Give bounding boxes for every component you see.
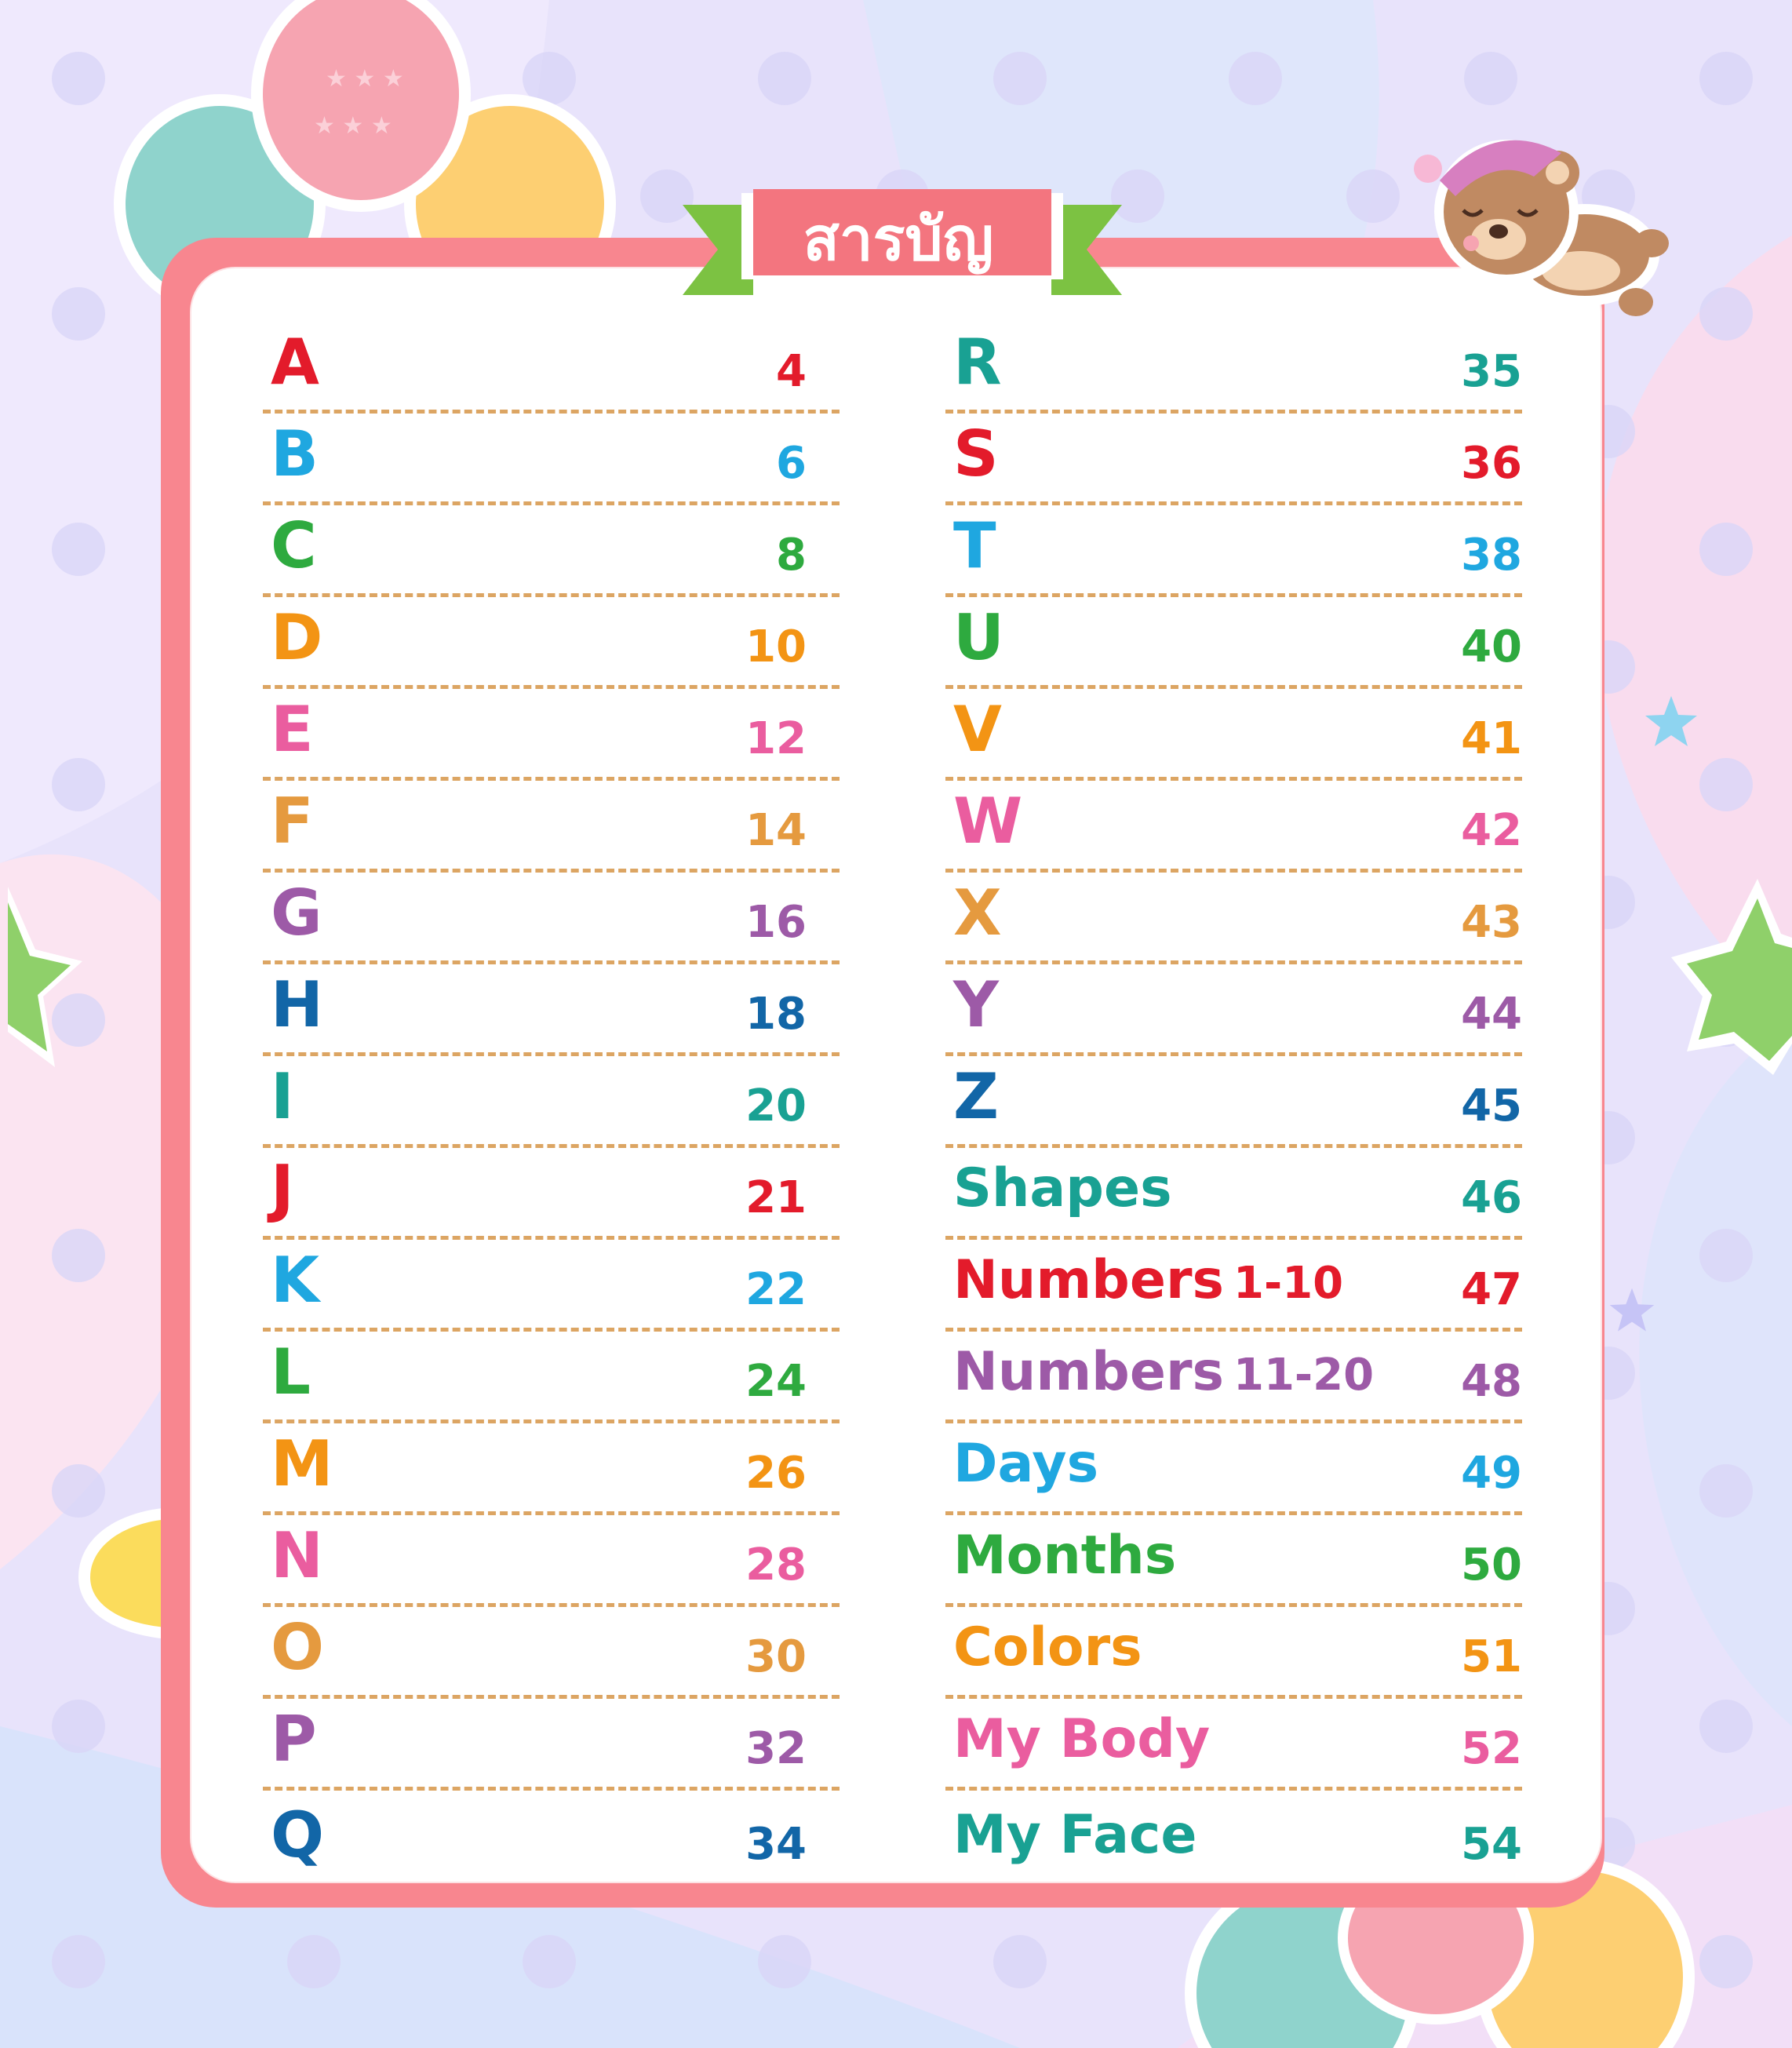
toc-label: W — [953, 785, 1023, 858]
toc-row[interactable] — [945, 597, 1522, 689]
toc-label: E — [271, 693, 314, 766]
toc-row[interactable] — [263, 964, 840, 1056]
toc-page-number: 21 — [745, 1172, 807, 1223]
toc-topic — [953, 1249, 1344, 1311]
toc-label: O — [271, 1611, 325, 1684]
toc-row[interactable] — [945, 322, 1522, 414]
toc-label: C — [271, 509, 317, 582]
toc-letter — [271, 601, 323, 674]
svg-text:★ ★ ★: ★ ★ ★ — [326, 65, 404, 93]
toc-letter — [271, 1519, 323, 1592]
toc-label: Shapes — [953, 1157, 1172, 1219]
toc-label: B — [271, 417, 319, 490]
toc-label: L — [271, 1336, 311, 1408]
toc-row[interactable] — [263, 1240, 840, 1332]
toc-label: M — [271, 1427, 333, 1500]
toc-label: Numbers — [953, 1341, 1224, 1403]
toc-page-number: 54 — [1461, 1819, 1522, 1870]
toc-row[interactable] — [945, 1240, 1522, 1332]
toc-row[interactable] — [945, 1607, 1522, 1699]
toc-letter — [271, 693, 314, 766]
toc-page-number: 22 — [745, 1264, 807, 1315]
toc-row[interactable] — [263, 873, 840, 964]
toc-row[interactable] — [263, 322, 840, 414]
toc-page-number: 10 — [745, 621, 807, 672]
toc-row[interactable] — [263, 1332, 840, 1423]
toc-page-number: 26 — [745, 1448, 807, 1499]
toc-letter — [271, 1060, 294, 1133]
toc-row[interactable] — [263, 1699, 840, 1791]
blue-star-icon — [1608, 1287, 1655, 1334]
toc-row[interactable] — [945, 1423, 1522, 1515]
sleeping-bear-icon — [1400, 118, 1675, 330]
toc-page-number: 6 — [776, 438, 807, 489]
svg-text:★ ★ ★: ★ ★ ★ — [314, 112, 392, 140]
toc-letter — [271, 876, 322, 949]
toc-page-number: 8 — [776, 530, 807, 581]
toc-letter — [953, 1060, 1000, 1133]
toc-label: Months — [953, 1525, 1177, 1587]
toc-page-number: 47 — [1461, 1264, 1522, 1315]
toc-row[interactable] — [263, 1056, 840, 1148]
toc-row[interactable] — [263, 1791, 840, 1882]
toc-label: A — [271, 326, 319, 399]
toc-row[interactable] — [945, 1515, 1522, 1607]
toc-letter — [953, 785, 1023, 858]
toc-letter — [271, 1152, 294, 1225]
toc-letter — [271, 785, 314, 858]
toc-topic — [953, 1616, 1142, 1678]
toc-page-number: 30 — [745, 1631, 807, 1682]
toc-letter — [953, 876, 1002, 949]
toc-page-number: 14 — [745, 805, 807, 856]
toc-row[interactable] — [263, 1148, 840, 1240]
toc-label: Numbers — [953, 1249, 1224, 1311]
toc-range: 1-10 — [1233, 1258, 1344, 1309]
toc-letter — [271, 1798, 325, 1871]
toc-letter — [271, 326, 319, 399]
toc-label: X — [953, 876, 1002, 949]
toc-page-number: 52 — [1461, 1723, 1522, 1774]
toc-letter — [271, 968, 323, 1041]
toc-letter — [271, 1427, 333, 1500]
toc-row[interactable] — [263, 505, 840, 597]
toc-row[interactable] — [945, 1332, 1522, 1423]
toc-label: R — [953, 326, 1002, 399]
toc-row[interactable] — [945, 781, 1522, 873]
toc-row[interactable] — [263, 781, 840, 873]
toc-page-number: 32 — [745, 1723, 807, 1774]
toc-topic — [953, 1341, 1375, 1403]
toc-label: T — [953, 509, 996, 582]
toc-label: Z — [953, 1060, 1000, 1133]
toc-page-number: 44 — [1461, 989, 1522, 1040]
toc-letter — [953, 417, 999, 490]
toc-page-number: 46 — [1461, 1172, 1522, 1223]
toc-letter — [953, 601, 1004, 674]
toc-row[interactable] — [945, 964, 1522, 1056]
toc-label: J — [271, 1152, 294, 1225]
toc-row[interactable] — [263, 597, 840, 689]
page-title: สารบัญ — [803, 204, 994, 274]
toc-row[interactable] — [945, 414, 1522, 505]
toc-letter — [271, 1703, 317, 1776]
toc-letter — [271, 417, 319, 490]
pink-star-balloon-icon — [251, 0, 486, 251]
green-star-icon — [1671, 879, 1792, 1099]
toc-label: H — [271, 968, 323, 1041]
toc-page-number: 51 — [1461, 1631, 1522, 1682]
toc-row[interactable] — [945, 1056, 1522, 1148]
toc-page-number: 24 — [745, 1356, 807, 1407]
toc-letter — [271, 1244, 319, 1317]
toc-label: I — [271, 1060, 294, 1133]
toc-label: Colors — [953, 1616, 1142, 1678]
toc-topic — [953, 1804, 1197, 1866]
toc-row[interactable] — [263, 689, 840, 781]
toc-topic — [953, 1433, 1099, 1495]
toc-label: F — [271, 785, 314, 858]
toc-page-number: 4 — [776, 346, 807, 397]
toc-page-number: 41 — [1461, 713, 1522, 764]
toc-page-number: 12 — [745, 713, 807, 764]
toc-page-number: 28 — [745, 1540, 807, 1591]
toc-page-number: 43 — [1461, 897, 1522, 948]
toc-label: G — [271, 876, 322, 949]
toc-letter — [953, 509, 996, 582]
toc-page-number: 36 — [1461, 438, 1522, 489]
toc-label: My Face — [953, 1804, 1197, 1866]
toc-page-number: 45 — [1461, 1080, 1522, 1132]
toc-page-number: 20 — [745, 1080, 807, 1132]
toc-label: D — [271, 601, 323, 674]
toc-page-number: 50 — [1461, 1540, 1522, 1591]
toc-letter — [953, 693, 1002, 766]
toc-row[interactable] — [945, 505, 1522, 597]
toc-label: Q — [271, 1798, 325, 1871]
toc-label: K — [271, 1244, 319, 1317]
toc-range: 11-20 — [1233, 1350, 1375, 1401]
toc-letter — [953, 326, 1002, 399]
toc-row[interactable] — [945, 1699, 1522, 1791]
toc-topic — [953, 1157, 1172, 1219]
toc-row[interactable] — [945, 1791, 1522, 1882]
blue-star-icon — [1644, 694, 1699, 749]
toc-row[interactable] — [263, 1423, 840, 1515]
toc-row[interactable] — [945, 873, 1522, 964]
toc-page-number: 38 — [1461, 530, 1522, 581]
toc-page-number: 35 — [1461, 346, 1522, 397]
toc-page-number: 40 — [1461, 621, 1522, 672]
toc-letter — [271, 1336, 311, 1408]
toc-page-number: 48 — [1461, 1356, 1522, 1407]
toc-page-number: 49 — [1461, 1448, 1522, 1499]
toc-letter — [271, 509, 317, 582]
toc-row[interactable] — [263, 1515, 840, 1607]
toc-label: N — [271, 1519, 323, 1592]
toc-page-number: 34 — [745, 1819, 807, 1870]
toc-letter — [271, 1611, 325, 1684]
toc-label: P — [271, 1703, 317, 1776]
toc-page-number: 18 — [745, 989, 807, 1040]
green-star-icon — [0, 887, 86, 1091]
toc-page-number: 42 — [1461, 805, 1522, 856]
toc-row[interactable] — [263, 414, 840, 505]
toc-letter — [953, 968, 999, 1041]
toc-label: S — [953, 417, 999, 490]
toc-label: My Body — [953, 1708, 1211, 1770]
toc-label: V — [953, 693, 1002, 766]
toc-row[interactable] — [945, 1148, 1522, 1240]
toc-row[interactable] — [945, 689, 1522, 781]
toc-label: Y — [953, 968, 999, 1041]
toc-page-number: 16 — [745, 897, 807, 948]
toc-topic — [953, 1708, 1211, 1770]
toc-row[interactable] — [263, 1607, 840, 1699]
toc-topic — [953, 1525, 1177, 1587]
toc-label: U — [953, 601, 1004, 674]
toc-label: Days — [953, 1433, 1099, 1495]
